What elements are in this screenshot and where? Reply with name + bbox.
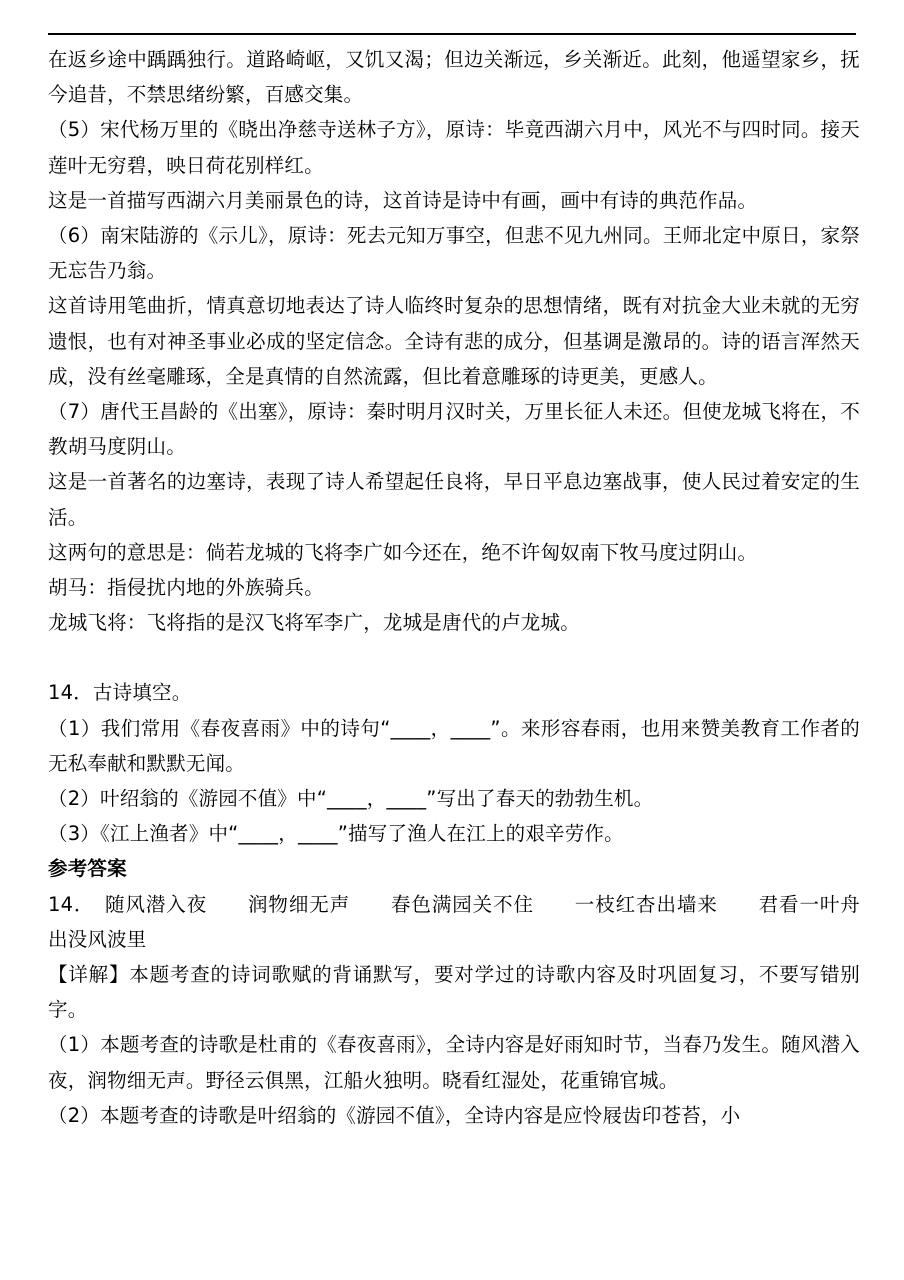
paragraph: 胡马：指侵扰内地的外族骑兵。 (48, 576, 324, 600)
explanation-item-2: （2）本题考查的诗歌是叶绍翁的《游园不值》，全诗内容是应怜屐齿印苍苔，小 (48, 1103, 741, 1127)
paragraph: 这两句的意思是：倘若龙城的飞将李广如今还在，绝不许匈奴南下牧马度过阴山。 (48, 540, 758, 564)
paragraph: 这首诗用笔曲折，情真意切地表达了诗人临终时复杂的思想情绪，既有对抗金大业未就的无穷遗恨，也有对神圣事业必成的坚定信念。全诗有悲的成分，但基调是激昂的。诗的语言浑然天成，没有丝毫雕琢，全是真情的自然流露，但比着意雕琢的诗更美，更感人。 (48, 294, 860, 388)
question-item-3: （3）《江上渔者》中“____，____”描写了渔人在江上的艰辛劳作。 (48, 822, 624, 846)
question-item-2: （2）叶绍翁的《游园不值》中“____，____”写出了春天的勃勃生机。 (48, 787, 654, 811)
explanation-paragraph: 【详解】本题考查的诗词歌赋的背诵默写，要对学过的诗歌内容及时巩固复习，不要写错别字。 (48, 963, 860, 1022)
question-item-1: （1）我们常用《春夜喜雨》中的诗句“____，____”。来形容春雨，也用来赞美教育工作者的无私奉献和默默无闻。 (48, 716, 860, 775)
paragraph: 这是一首描写西湖六月美丽景色的诗，这首诗是诗中有画，画中有诗的典范作品。 (48, 188, 758, 212)
answer-line: 14． 随风潜入夜 润物细无声 春色满园关不住 一枝红杏出墙来 君看一叶舟 出没风波里 (48, 892, 900, 951)
paragraph: 在返乡途中踽踽独行。道路崎岖，又饥又渴；但边关渐远，乡关渐近。此刻，他遥望家乡，抚今追昔，不禁思绪纷繁，百感交集。 (48, 48, 860, 107)
paragraph: （5）宋代杨万里的《晓出净慈寺送林子方》，原诗：毕竟西湖六月中，风光不与四时同。接天莲叶无穷碧，映日荷花别样红。 (48, 118, 860, 177)
explanation-item-1: （1）本题考查的诗歌是杜甫的《春夜喜雨》，全诗内容是好雨知时节，当春乃发生。随风潜入夜，润物细无声。野径云俱黑，江船火独明。晓看红湿处，花重锦官城。 (48, 1033, 860, 1092)
paragraph: 龙城飞将：飞将指的是汉飞将军李广，龙城是唐代的卢龙城。 (48, 611, 580, 635)
header-divider (48, 33, 856, 35)
answer-section-title: 参考答案 (48, 857, 127, 881)
question-heading: 14．古诗填空。 (48, 681, 192, 705)
paragraph: 这是一首著名的边塞诗，表现了诗人希望起任良将，早日平息边塞战事，使人民过着安定的生活。 (48, 470, 860, 529)
document-body (48, 42, 900, 1133)
paragraph: （6）南宋陆游的《示儿》，原诗：死去元知万事空，但悲不见九州同。王师北定中原日，家祭无忘告乃翁。 (48, 224, 860, 283)
paragraph: （7）唐代王昌龄的《出塞》，原诗：秦时明月汉时关，万里长征人未还。但使龙城飞将在，不教胡马度阴山。 (48, 400, 860, 459)
section-spacer (48, 640, 860, 675)
